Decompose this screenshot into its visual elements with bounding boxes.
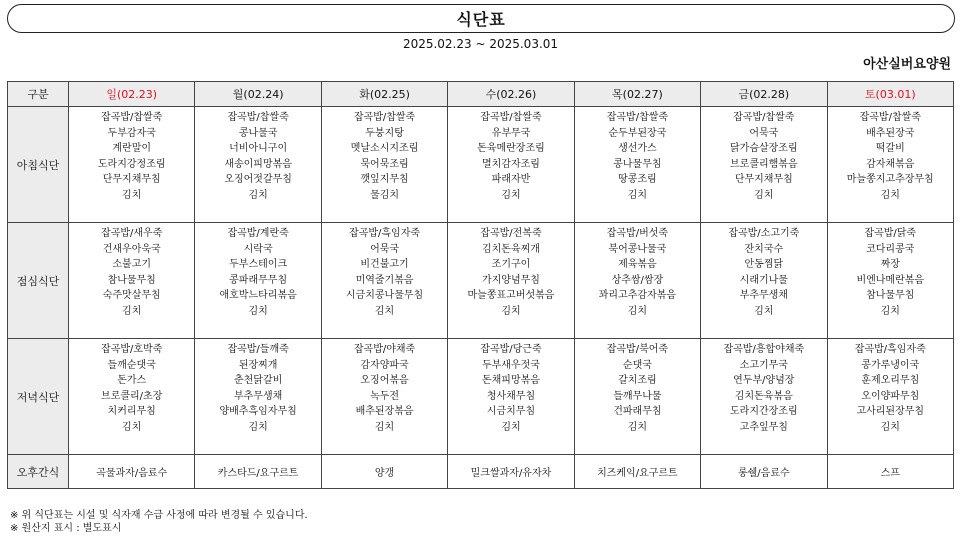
menu-item: 들깨무나물 (613, 390, 662, 402)
menu-item: 치커리무침 (107, 406, 156, 417)
menu-item: 유부무국 (491, 127, 531, 139)
menu-item: 잡곡밥/흥합야채죽 (723, 344, 805, 355)
menu-item: 어묵국 (749, 127, 779, 139)
menu-item: 김치 (122, 421, 142, 433)
menu-item: 김치 (880, 189, 900, 201)
menu-item: 미역줄기볶음 (355, 274, 414, 286)
dinner-menu-cell (574, 339, 700, 455)
menu-item: 시금치콩나물무침 (345, 290, 424, 301)
dinner-menu-cell (195, 339, 321, 455)
day-header-fri: 금(02.28) (701, 82, 827, 107)
snack-menu-cell: 치즈케익/요구르트 (574, 455, 700, 489)
dinner-row (8, 339, 954, 455)
menu-item: 잡곡밥/야채죽 (353, 344, 416, 355)
menu-item: 김치 (501, 305, 521, 317)
menu-item: 잡곡밥/찹쌀죽 (480, 112, 542, 123)
dinner-menu-cell (448, 339, 574, 455)
menu-item: 마늘쫑지고추장무침 (846, 174, 934, 185)
menu-item: 춘천닭갈비 (233, 375, 283, 386)
menu-item: 안동찜닭 (744, 259, 784, 270)
menu-item: 잡곡밥/찹쌀죽 (353, 112, 416, 123)
menu-item: 고추잎무침 (739, 421, 788, 433)
menu-item: 건파래무침 (613, 406, 662, 417)
menu-item: 김치 (248, 421, 268, 433)
menu-item: 너비아니구이 (229, 143, 288, 154)
menu-item: 브로콜리/초장 (101, 390, 163, 402)
menu-item: 두부감자국 (107, 127, 156, 139)
menu-item: 된장찌개 (238, 359, 278, 371)
dinner-menu-cell (69, 339, 195, 455)
day-header-row (8, 82, 954, 107)
menu-item: 꽈리고추감자볶음 (598, 290, 677, 301)
day-header-mon: 월(02.24) (195, 82, 321, 107)
snack-menu-cell: 스프 (827, 455, 953, 489)
menu-item: 연두부/양념장 (733, 375, 795, 386)
lunch-menu-cell (195, 223, 321, 339)
menu-item: 청사채무침 (486, 390, 536, 402)
menu-item: 계란말이 (112, 143, 152, 154)
menu-item: 비건불고기 (360, 259, 409, 270)
menu-item: 녹두전 (370, 390, 400, 402)
menu-item: 잡곡밥/북어죽 (606, 344, 669, 355)
dinner-label: 저녁식단 (8, 339, 69, 455)
menu-item: 오징어젓갈무침 (224, 174, 292, 185)
page-title: 식단표 (456, 10, 506, 29)
menu-item: 김치 (627, 421, 648, 433)
menu-item: 묵어묵조림 (360, 158, 409, 170)
menu-item: 조기구이 (491, 259, 531, 270)
menu-item: 잡곡밥/들깨죽 (227, 344, 289, 355)
menu-item: 단무지채무침 (734, 174, 793, 185)
menu-item: 김치 (880, 305, 900, 317)
menu-item: 소불고기 (112, 259, 152, 270)
menu-item: 양배추흑임자무침 (219, 406, 297, 417)
menu-item: 어묵국 (370, 243, 400, 255)
menu-item: 갈치조림 (618, 375, 657, 386)
menu-item: 두부스테이크 (229, 259, 288, 270)
menu-item: 배추된장볶음 (355, 406, 414, 417)
corner-header: 구분 (8, 82, 69, 107)
lunch-menu-cell (701, 223, 827, 339)
menu-item: 잡곡밥/계란죽 (227, 228, 289, 239)
menu-item: 오이양파무침 (861, 390, 920, 402)
menu-item: 잡곡밥/흑임자죽 (349, 228, 421, 239)
menu-item: 멧날소시지조림 (350, 143, 419, 154)
footnote-change-notice: ※ 위 식단표는 시설 및 식자재 수급 사정에 따라 변경될 수 있습니다. (10, 510, 308, 521)
breakfast-menu-cell (448, 107, 574, 223)
menu-item: 파래자반 (491, 174, 531, 185)
lunch-menu-cell (69, 223, 195, 339)
menu-item: 잡곡밥/찹쌀죽 (227, 112, 289, 123)
footnotes (10, 509, 308, 535)
menu-item: 들깨순댓국 (107, 359, 156, 371)
lunch-label: 점심식단 (8, 223, 69, 339)
menu-item: 멸치감자조림 (481, 158, 540, 170)
breakfast-row (8, 107, 954, 223)
menu-item: 숙주맛살무침 (102, 290, 161, 301)
menu-item: 김치 (248, 189, 268, 201)
menu-item: 짜장 (880, 259, 900, 270)
date-range: 2025.02.23 ~ 2025.03.01 (402, 37, 559, 51)
menu-item: 가지양념무침 (481, 274, 540, 286)
menu-item: 잡곡밥/전복죽 (480, 228, 542, 239)
lunch-menu-cell (574, 223, 700, 339)
menu-item: 물김치 (370, 189, 400, 201)
breakfast-menu-cell (701, 107, 827, 223)
menu-item: 콩가루냉이국 (861, 359, 920, 371)
snack-label: 오후간식 (8, 455, 69, 489)
menu-item: 떡갈비 (875, 143, 905, 154)
menu-item: 잡곡밥/새우죽 (101, 228, 163, 239)
menu-item: 잔치국수 (744, 243, 784, 255)
menu-item: 잡곡밥/흑임자죽 (854, 344, 926, 355)
menu-item: 코다리콩국 (866, 243, 915, 255)
menu-item: 콩파래무무침 (229, 274, 288, 286)
menu-item: 김치돈육볶음 (734, 390, 793, 402)
menu-item: 김치 (501, 189, 521, 201)
menu-item: 제육볶음 (618, 259, 657, 270)
menu-item: 콩나물무침 (613, 158, 662, 170)
menu-item: 김치 (248, 305, 268, 317)
breakfast-label: 아침식단 (8, 107, 69, 223)
menu-item: 잡곡밥/찹쌀죽 (606, 112, 669, 123)
snack-menu-cell: 롱쉘/음료수 (701, 455, 827, 489)
menu-item: 비엔나메란볶음 (856, 274, 925, 286)
menu-item: 감자양파국 (360, 359, 409, 371)
breakfast-menu-cell (69, 107, 195, 223)
menu-item: 김치 (754, 305, 774, 317)
breakfast-menu-cell (195, 107, 321, 223)
menu-item: 도라지강정조림 (97, 158, 166, 170)
lunch-menu-cell (321, 223, 447, 339)
menu-item: 새송이피망볶음 (224, 158, 292, 170)
menu-title-box (7, 4, 955, 33)
menu-item: 잡곡밥/찹쌀죽 (859, 112, 921, 123)
breakfast-menu-cell (827, 107, 953, 223)
menu-item: 깻잎지무침 (360, 174, 409, 185)
dinner-menu-cell (827, 339, 953, 455)
menu-item: 고사리된장무침 (856, 406, 925, 417)
snack-menu-cell: 밀크쌀과자/유자차 (448, 455, 574, 489)
menu-item: 마늘쫑표고버섯볶음 (467, 290, 555, 301)
menu-item: 배추된장국 (866, 127, 915, 139)
menu-item: 김치 (627, 305, 648, 317)
menu-item: 김치 (627, 189, 648, 201)
dinner-menu-cell (701, 339, 827, 455)
menu-item: 잡곡밥/찹쌀죽 (733, 112, 795, 123)
menu-item: 두붕지탕 (365, 127, 404, 139)
breakfast-menu-cell (321, 107, 447, 223)
menu-item: 김치 (122, 189, 142, 201)
menu-item: 돈육메란장조림 (477, 143, 545, 154)
menu-item: 잡곡밥/버섯죽 (606, 228, 669, 239)
menu-item: 시락국 (243, 243, 273, 255)
menu-item: 두부새우젓국 (481, 359, 540, 371)
day-header-sun: 일(02.23) (69, 82, 195, 107)
menu-item: 돈채피망볶음 (481, 375, 540, 386)
day-header-tue: 화(02.25) (321, 82, 447, 107)
menu-item: 잡곡밥/호박죽 (101, 344, 163, 355)
day-header-thu: 목(02.27) (574, 82, 700, 107)
menu-item: 잡곡밥/당근죽 (480, 344, 542, 355)
menu-item: 건새우아욱국 (102, 243, 161, 255)
menu-item: 애호박느타리볶음 (219, 290, 297, 301)
menu-item: 오징어볶음 (360, 375, 409, 386)
menu-item: 잡곡밥/찹쌀죽 (101, 112, 163, 123)
dinner-menu-cell (321, 339, 447, 455)
menu-item: 시금치무침 (486, 406, 536, 417)
menu-item: 잡곡밥/소고기죽 (728, 228, 800, 239)
menu-item: 김치 (374, 305, 395, 317)
menu-item: 부추무생채 (739, 290, 788, 301)
menu-item: 순두부된장국 (608, 127, 667, 139)
weekly-menu-table (7, 81, 954, 489)
menu-item: 김치 (880, 421, 900, 433)
lunch-menu-cell (448, 223, 574, 339)
snack-row (8, 455, 954, 489)
menu-item: 김치 (501, 421, 521, 433)
menu-item: 참나물무침 (107, 274, 156, 286)
organization-name: 아산실버요양원 (863, 57, 951, 72)
snack-menu-cell: 곡물과자/음료수 (69, 455, 195, 489)
lunch-menu-cell (827, 223, 953, 339)
menu-item: 단무지채무침 (102, 174, 161, 185)
menu-item: 훈제오리무침 (861, 375, 920, 386)
menu-item: 김치돈육찌개 (481, 243, 540, 255)
menu-item: 북어콩나물국 (608, 243, 667, 255)
menu-item: 땅콩조림 (618, 174, 657, 185)
menu-item: 콩나물국 (238, 127, 278, 139)
menu-item: 부추무생채 (233, 390, 283, 402)
menu-item: 시래기나물 (739, 274, 788, 286)
menu-item: 도라지간장조림 (730, 406, 798, 417)
menu-item: 상추쌈/쌈장 (611, 274, 664, 286)
menu-item: 잡곡밥/닭죽 (864, 228, 917, 239)
breakfast-menu-cell (574, 107, 700, 223)
snack-menu-cell: 양갱 (321, 455, 447, 489)
menu-item: 소고기무국 (739, 359, 788, 371)
day-header-sat: 토(03.01) (827, 82, 953, 107)
menu-item: 생선가스 (618, 143, 657, 154)
menu-item: 닭가슴살장조림 (730, 143, 798, 154)
day-header-wed: 수(02.26) (448, 82, 574, 107)
menu-item: 김치 (374, 421, 395, 433)
menu-item: 순댓국 (622, 359, 652, 371)
menu-item: 김치 (122, 305, 142, 317)
menu-item: 돈가스 (117, 375, 147, 386)
footnote-origin-notice: ※ 원산지 표시 : 별도표시 (10, 523, 122, 534)
menu-item: 참나물무침 (866, 290, 915, 301)
snack-menu-cell: 카스타드/요구르트 (195, 455, 321, 489)
lunch-row (8, 223, 954, 339)
menu-item: 브로콜리햄볶음 (730, 158, 798, 170)
menu-item: 감자채볶음 (866, 158, 915, 170)
menu-item: 김치 (754, 189, 774, 201)
